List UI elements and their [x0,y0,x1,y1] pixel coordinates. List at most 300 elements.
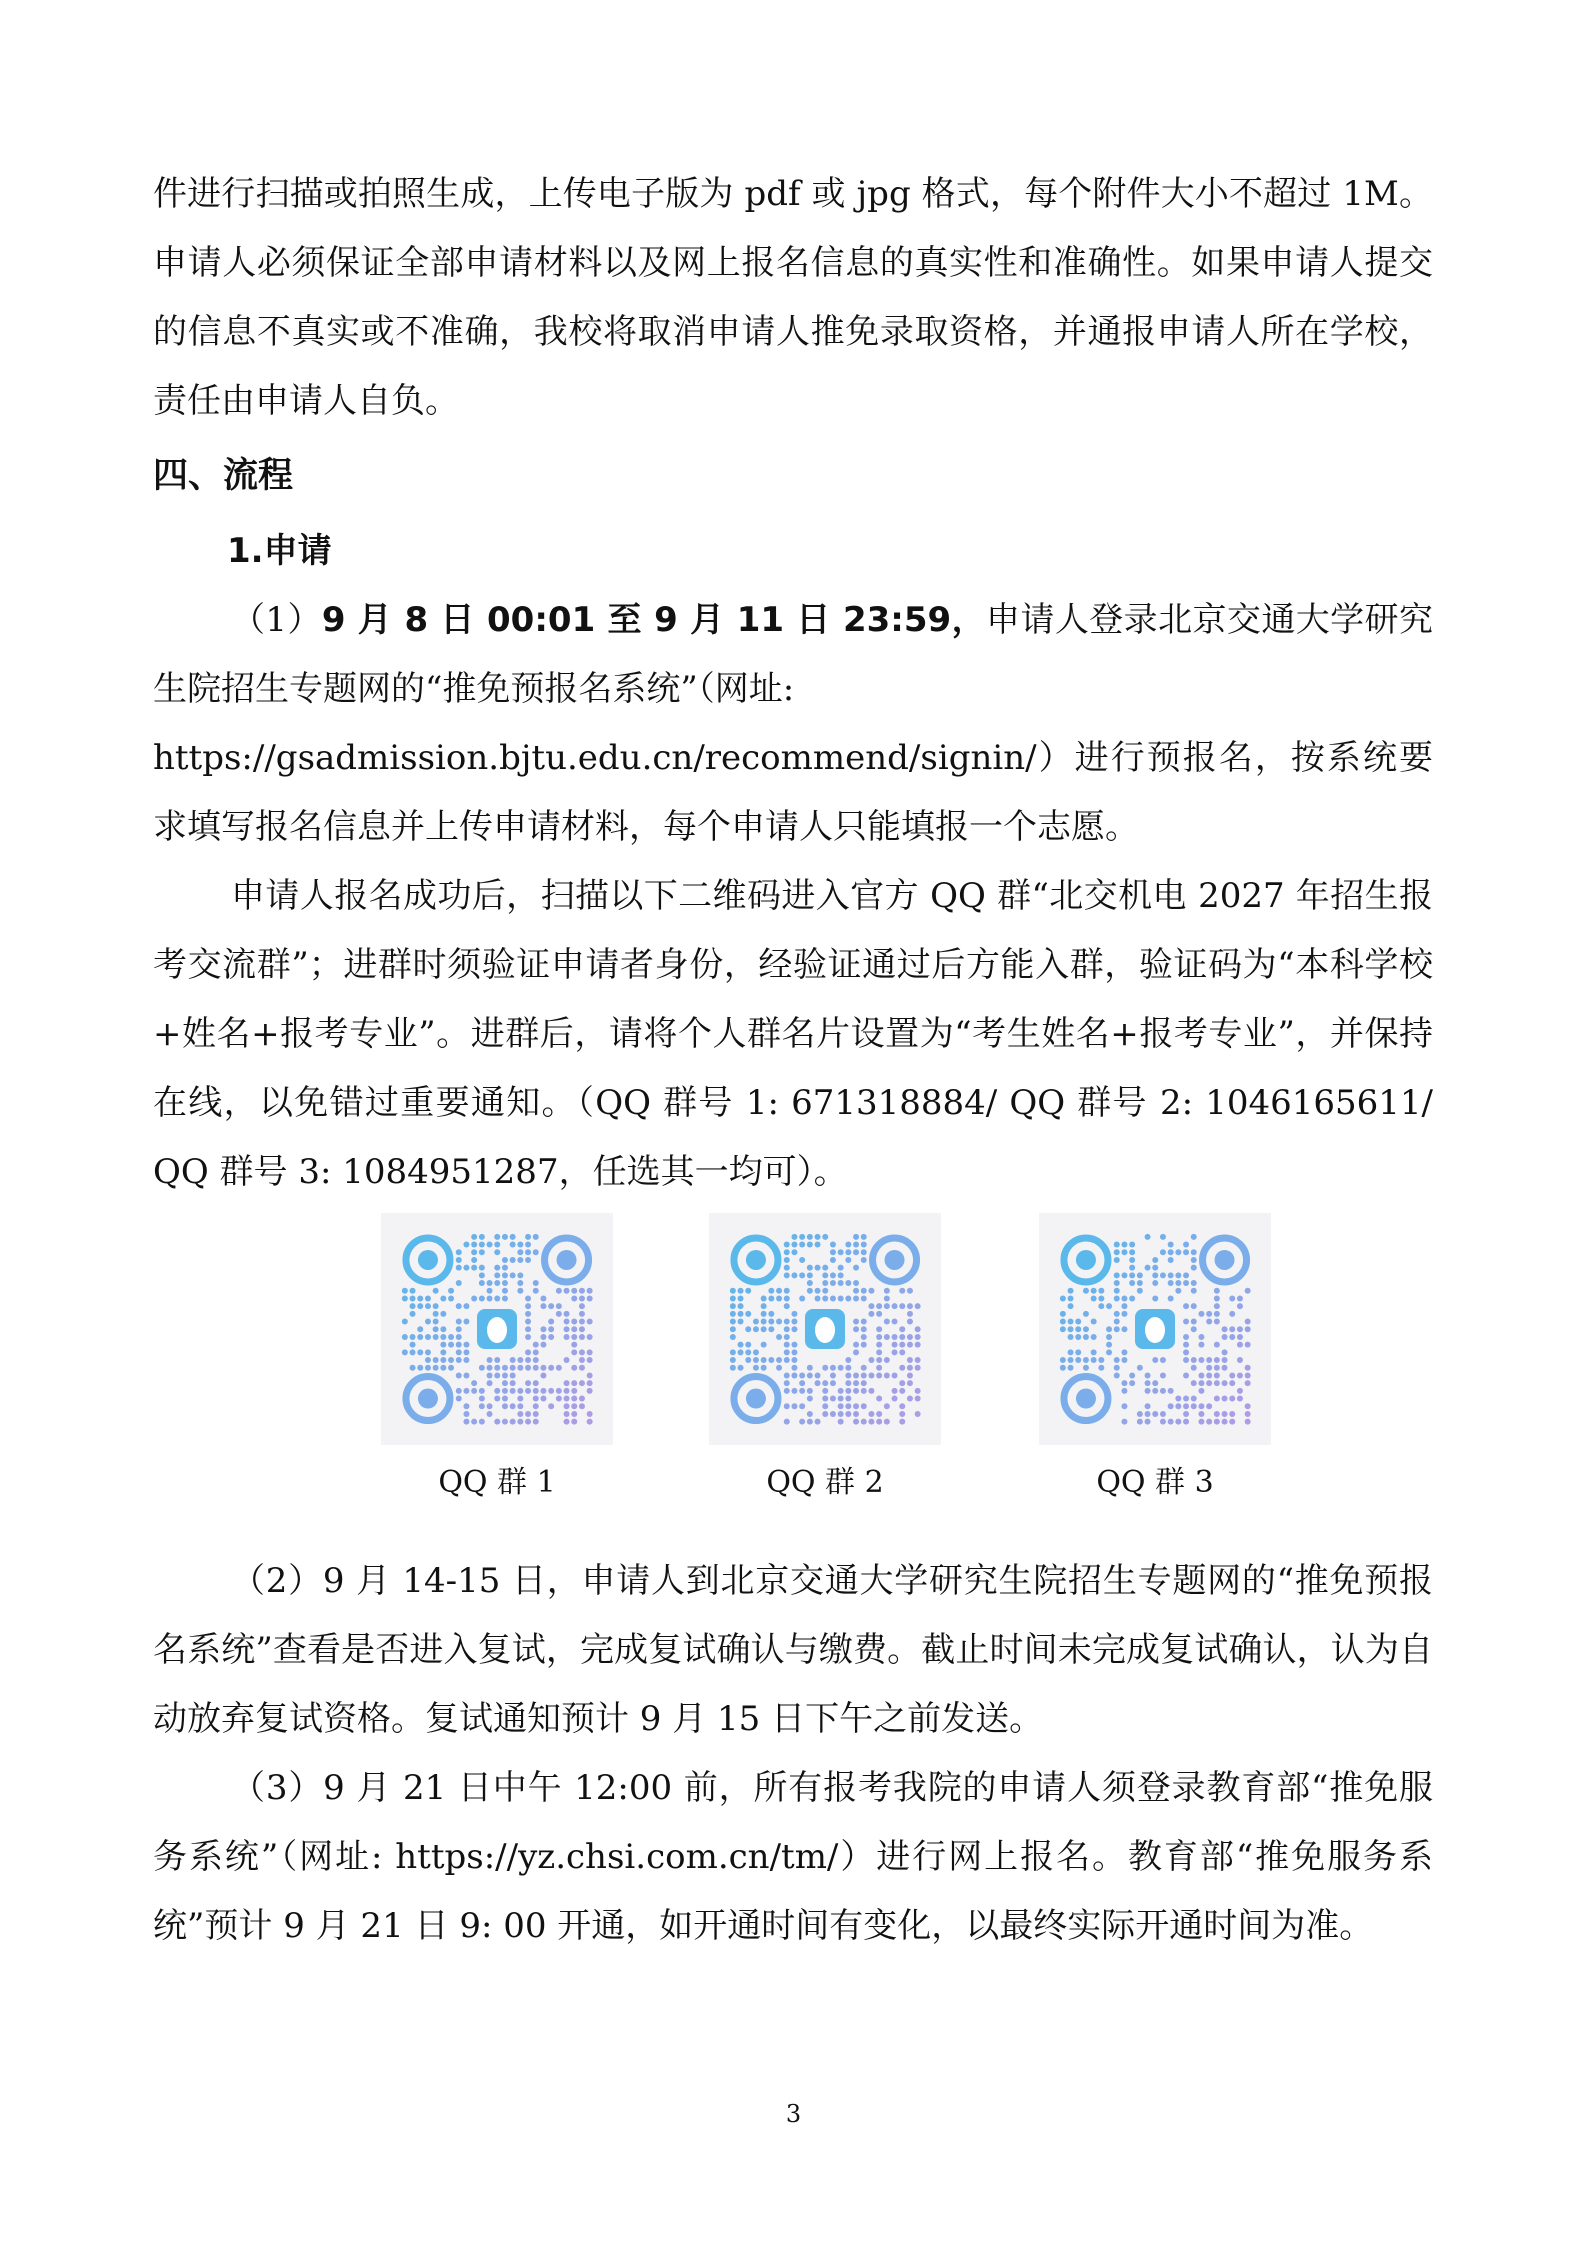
qr-dot [1137,1365,1143,1371]
qr-dot [1222,1396,1228,1402]
qr-dot [502,1280,508,1286]
qr-dot [579,1319,585,1325]
qr-dot [494,1295,500,1301]
qr-dot [861,1372,867,1378]
qr-dot [861,1288,867,1294]
qr-dot [784,1272,790,1278]
qr-dot [799,1242,805,1248]
qr-dot [730,1303,736,1309]
qr-dot [892,1342,898,1348]
qr-dot [533,1349,539,1355]
qr-dot [587,1419,593,1425]
qr-dot [838,1272,844,1278]
qr-dot [1198,1419,1204,1425]
qr-dot [868,1311,874,1317]
qr-dot [799,1272,805,1278]
page-number: 3 [785,2100,802,2128]
qr-dot [1114,1257,1120,1263]
qr-dot [1068,1334,1074,1340]
qr-dot [1198,1411,1204,1417]
qr-dot [1245,1380,1251,1386]
qr-dot [463,1403,469,1409]
qr-dot [907,1372,913,1378]
qr-dot [853,1319,859,1325]
qr-dot [510,1380,516,1386]
qr-dot [579,1380,585,1386]
qr-dot [425,1319,431,1325]
qr-dot [525,1380,531,1386]
qr-dot [815,1295,821,1301]
qr-dot [571,1396,577,1402]
qr-dot [402,1334,408,1340]
qr-dot [571,1388,577,1394]
qr-dot [738,1365,744,1371]
qr-caption-3: QQ 群 3 [1096,1465,1214,1500]
qr-dot [1237,1342,1243,1348]
qr-dot [868,1357,874,1363]
qr-dot [1121,1349,1127,1355]
qr-dot [838,1295,844,1301]
qr-dot [822,1411,828,1417]
qr-dot [745,1326,751,1332]
qr-dot [853,1234,859,1240]
qr-dot [868,1388,874,1394]
qr-dot [471,1249,477,1255]
qr-dot [907,1365,913,1371]
qr-finder-core [418,1250,438,1270]
qr-dot [884,1334,890,1340]
qr-dot [815,1265,821,1271]
qr-dot [1222,1411,1228,1417]
qr-dot [502,1396,508,1402]
qr-dot [517,1249,523,1255]
qr-dot [791,1365,797,1371]
qr-dot [1191,1380,1197,1386]
qr-dot [487,1288,493,1294]
qr-dot [1214,1396,1220,1402]
qr-dot [876,1419,882,1425]
qr-dot [548,1388,554,1394]
qr-dot [1229,1419,1235,1425]
qr-dot [1106,1303,1112,1309]
qr-finder-core [885,1250,905,1270]
qr-dot [410,1349,416,1355]
qr-dot [776,1295,782,1301]
qr-finder-core [1215,1250,1235,1270]
qr-dot [1114,1288,1120,1294]
qr-dot [1183,1272,1189,1278]
qr-dot [525,1334,531,1340]
qr-dot [784,1342,790,1348]
qr-dot [564,1311,570,1317]
qr-dot [1198,1334,1204,1340]
qr-dot [587,1411,593,1417]
qr-dot [1152,1411,1158,1417]
qr-dot [1191,1326,1197,1332]
qr-dot [425,1334,431,1340]
qr-dot [861,1419,867,1425]
qr-dot [1083,1357,1089,1363]
qr-dot [738,1349,744,1355]
qr-dot [899,1419,905,1425]
qr-dot [753,1365,759,1371]
qr-dot [487,1365,493,1371]
qr-dot [845,1249,851,1255]
qr-dot [1121,1295,1127,1301]
qr-dot [830,1295,836,1301]
qr-code-2 [709,1213,941,1445]
qr-dot [1075,1319,1081,1325]
qr-dot [1229,1295,1235,1301]
sub-heading: 1.申请 [227,531,332,571]
qr-dot [1091,1349,1097,1355]
qr-dot [807,1272,813,1278]
qr-dot [1121,1311,1127,1317]
qr-dot [876,1372,882,1378]
qr-dot [433,1334,439,1340]
qr-dot [1175,1272,1181,1278]
qr-dot [1114,1249,1120,1255]
qr-dot [579,1295,585,1301]
qr-dot [853,1326,859,1332]
qr-dot [1222,1334,1228,1340]
qr-dot [838,1280,844,1286]
qr-dot [807,1419,813,1425]
qr-dot [853,1249,859,1255]
qr-dot [579,1288,585,1294]
qr-dot [479,1280,485,1286]
qr-dot [807,1388,813,1394]
qr-dot [1245,1326,1251,1332]
qr-dot [471,1234,477,1240]
qr-dot [587,1388,593,1394]
qr-dot [822,1272,828,1278]
qr-dot [448,1357,454,1363]
qr-dot [1191,1280,1197,1286]
qr-dot [502,1288,508,1294]
qr-dot [479,1419,485,1425]
qr-dot [791,1403,797,1409]
qr-dot [830,1411,836,1417]
qr-dot [784,1303,790,1309]
qr-dot [525,1349,531,1355]
qr-dot [533,1249,539,1255]
intro-paragraph: 件进行扫描或拍照生成，上传电子版为 pdf 或 jpg 格式，每个附件大小不超过 1M。申请人必须保证全部申请材料以及网上报名信息的真实性和准确性。如果申请人提交的信息不真实或不准确，我校将取消申请人推免录取资格，并通报申请人所在学校，责任由申请人自负。 [153,174,1433,421]
qr-dot [579,1403,585,1409]
qr-dot [815,1372,821,1378]
qr-dot [822,1265,828,1271]
qr-dot [807,1372,813,1378]
qr-dot [456,1257,462,1263]
qr-dot [915,1326,921,1332]
qr-dot [815,1419,821,1425]
qr-dot [730,1288,736,1294]
qr-dot [456,1349,462,1355]
qr-dot [540,1396,546,1402]
qr-dot [884,1403,890,1409]
qr-dot [1245,1342,1251,1348]
qr-dot [510,1372,516,1378]
qr-dot [525,1295,531,1301]
qr-dot [533,1403,539,1409]
qr-dot [815,1242,821,1248]
qr-dot [876,1326,882,1332]
qr-dot [892,1334,898,1340]
qr-dot [1214,1365,1220,1371]
qr-dot [525,1249,531,1255]
qr-dot [784,1419,790,1425]
qr-dot [1083,1334,1089,1340]
qr-dot [845,1403,851,1409]
qr-dot [1160,1234,1166,1240]
qr-dot [1137,1288,1143,1294]
qr-dot [540,1334,546,1340]
qr-dot [853,1295,859,1301]
qr-dot [417,1326,423,1332]
qr-dot [1168,1242,1174,1248]
qr-dot [1121,1380,1127,1386]
qr-dot [1222,1365,1228,1371]
qr-dot [807,1242,813,1248]
qr-dot [784,1372,790,1378]
qr-dot [556,1365,562,1371]
qr-dot [1183,1303,1189,1309]
qr-dot [571,1342,577,1348]
qr-dot [1145,1403,1151,1409]
qr-dot [1237,1396,1243,1402]
qr-dot [1222,1419,1228,1425]
qr-dot [479,1249,485,1255]
qr-dot [776,1365,782,1371]
qr-dot [540,1372,546,1378]
qr-dot [768,1288,774,1294]
qr-dot [1129,1272,1135,1278]
qr-dot [463,1342,469,1348]
qr-dot [1237,1357,1243,1363]
qr-dot [1114,1319,1120,1325]
qr-dot [1168,1272,1174,1278]
qr-dot [1168,1388,1174,1394]
qr-dot [838,1403,844,1409]
qr-dot [784,1403,790,1409]
qr-dot [822,1280,828,1286]
qr-dot [1068,1295,1074,1301]
qr-dot [1183,1411,1189,1417]
qr-dot [1168,1403,1174,1409]
qr-dot [845,1357,851,1363]
qr-dot [510,1234,516,1240]
qr-dot [502,1419,508,1425]
qr-dot [853,1372,859,1378]
qr-dot [517,1280,523,1286]
qr-dot [861,1234,867,1240]
qr-dot [738,1303,744,1309]
qr-dot [494,1272,500,1278]
qr-dot [730,1295,736,1301]
qr-dot [853,1265,859,1271]
qr-dot [807,1280,813,1286]
qr-dot [861,1334,867,1340]
qr-dot [845,1365,851,1371]
qr-dot [494,1365,500,1371]
qr-dot [1229,1396,1235,1402]
qr-dot [730,1319,736,1325]
penguin-body [815,1317,835,1343]
qr-dot [899,1334,905,1340]
qr-dot [1075,1357,1081,1363]
qr-dot [510,1419,516,1425]
qr-dot [776,1288,782,1294]
qr-dot [876,1303,882,1309]
step1-url: https://gsadmission.bjtu.edu.cn/recommend/signin/ [153,738,1037,778]
qr-dot [1168,1295,1174,1301]
qr-finder-core [557,1250,577,1270]
qr-dot [1191,1249,1197,1255]
qr-dot [502,1265,508,1271]
qr-dot [861,1388,867,1394]
qr-dot [1068,1365,1074,1371]
qr-dot [1214,1419,1220,1425]
qr-dot [1114,1272,1120,1278]
qr-dot [1075,1334,1081,1340]
qr-dot [1198,1403,1204,1409]
qr-dot [768,1326,774,1332]
qr-dot [517,1357,523,1363]
qr-dot [830,1280,836,1286]
qr-dot [861,1342,867,1348]
qr-dot [487,1295,493,1301]
qr-dot [510,1388,516,1394]
qr-dot [868,1372,874,1378]
qr-dot [845,1295,851,1301]
qr-dot [784,1249,790,1255]
qr-dot [1245,1319,1251,1325]
qr-dot [463,1319,469,1325]
qr-dot [853,1388,859,1394]
qr-dot [463,1303,469,1309]
qr-dot [1098,1303,1104,1309]
qr-dot [861,1326,867,1332]
qr-dot [1229,1334,1235,1340]
qr-dot [479,1295,485,1301]
qr-dot [799,1380,805,1386]
qr-dot [838,1419,844,1425]
qr-dot [448,1342,454,1348]
qr-dot [1222,1349,1228,1355]
qr-dot [1137,1419,1143,1425]
qr-dot [1214,1319,1220,1325]
qr-dot [564,1326,570,1332]
qr-dot [540,1295,546,1301]
qr-dot [433,1303,439,1309]
qr-dot [1075,1326,1081,1332]
qr-dot [1068,1326,1074,1332]
qr-dot [1222,1326,1228,1332]
penguin-body [1145,1317,1165,1343]
qr-dot [556,1388,562,1394]
qr-dot [1214,1295,1220,1301]
qr-dot [525,1357,531,1363]
qr-dot [1114,1357,1120,1363]
qr-dot [899,1349,905,1355]
qr-dot [1229,1326,1235,1332]
qr-dot [884,1319,890,1325]
qr-dot [1191,1257,1197,1263]
step1-time: 9 月 8 日 00:01 至 9 月 11 日 23:59， [321,600,987,640]
qr-dot [1068,1288,1074,1294]
qr-dot [1183,1280,1189,1286]
qr-dot [1191,1357,1197,1363]
qr-dot [479,1265,485,1271]
qr-dot [915,1411,921,1417]
qr-dot [845,1411,851,1417]
qr-code-1 [381,1213,613,1445]
qr-dot [1083,1288,1089,1294]
qr-dot [517,1403,523,1409]
qr-dot [1114,1295,1120,1301]
qr-dot [456,1396,462,1402]
qr-dot [799,1419,805,1425]
qr-dot [892,1303,898,1309]
qr-dot [845,1396,851,1402]
qr-dot [494,1242,500,1248]
qr-dot [1152,1257,1158,1263]
qr-dot [899,1365,905,1371]
qr-dot [1206,1419,1212,1425]
qr-dot [830,1272,836,1278]
qr-dot [502,1295,508,1301]
qr-dot [791,1234,797,1240]
qr-dot [456,1249,462,1255]
qr-dot [861,1242,867,1248]
qr-dot [753,1357,759,1363]
qr-dot [410,1295,416,1301]
qr-dot [510,1242,516,1248]
qr-dot [525,1242,531,1248]
qr-dot [853,1242,859,1248]
qr-dot [791,1311,797,1317]
qr-dot [571,1411,577,1417]
qr-dot [1214,1342,1220,1348]
qr-dot [494,1280,500,1286]
qr-dot [830,1242,836,1248]
qr-dot [822,1234,828,1240]
qr-dot [892,1396,898,1402]
qr-dot [440,1311,446,1317]
qr-dot [845,1380,851,1386]
qr-dot [1229,1380,1235,1386]
qr-dot [1175,1249,1181,1255]
qr-dot [791,1249,797,1255]
qr-dot [768,1357,774,1363]
qr-dot [1198,1380,1204,1386]
qr-dot [525,1411,531,1417]
qr-dot [1121,1326,1127,1332]
qr-dot [830,1249,836,1255]
qr-dot [564,1380,570,1386]
qr-dot [876,1342,882,1348]
qr-dot [1198,1357,1204,1363]
qr-dot [1237,1372,1243,1378]
qr-dot [1168,1280,1174,1286]
qr-dot [784,1380,790,1386]
qr-dot [479,1242,485,1248]
qr-dot [915,1365,921,1371]
qr-dot [822,1388,828,1394]
qr-dot [876,1396,882,1402]
qr-dot [899,1288,905,1294]
qr-dot [502,1234,508,1240]
